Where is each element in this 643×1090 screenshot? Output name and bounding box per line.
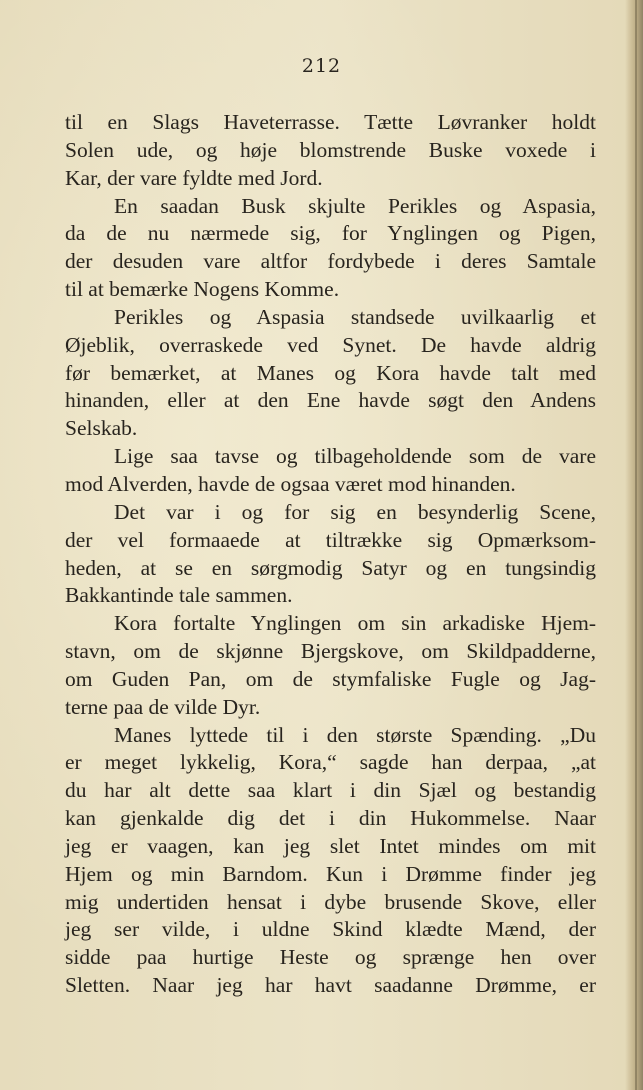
text-line: Perikles og Aspasia standsede uvilkaarlig et (114, 304, 596, 329)
text-line: mod Alverden, havde de ogsaa været mod hinanden. (65, 471, 516, 496)
text-line: Det var i og for sig en besynderlig Scene, (114, 499, 596, 524)
text-line: før bemærket, at Manes og Kora havde talt med (65, 360, 596, 385)
text-line: Kar, der vare fyldte med Jord. (65, 165, 323, 190)
text-line: heden, at se en sørgmodig Satyr og en tungsindig (65, 555, 596, 580)
text-line: Sletten. Naar jeg har havt saadanne Drømme, er (65, 973, 596, 998)
text-line: til en Slags Haveterrasse. Tætte Løvranker holdt (65, 110, 596, 134)
text-line: er meget lykkelig, Kora,“ sagde han derpaa, „at (65, 750, 596, 775)
text-line: stavn, om de skjønne Bjergskove, om Skildpadderne, (65, 639, 596, 664)
text-line: der desuden vare altfor fordybede i deres Samtale (65, 249, 596, 274)
text-line: jeg ser vilde, i uldne Skind klædte Mænd, der (65, 917, 596, 942)
text-line: Manes lyttede til i den største Spænding. „Du (114, 722, 596, 747)
text-line: kan gjenkalde dig det i din Hukommelse. Naar (65, 806, 596, 831)
text-line: Bakkantinde tale sammen. (65, 583, 293, 608)
text-line: hinanden, eller at den Ene havde søgt den Andens (65, 388, 596, 413)
text-line: da de nu nærmede sig, for Ynglingen og Pigen, (65, 221, 596, 246)
text-line: der vel formaaede at tiltrække sig Opmærksom- (65, 527, 596, 552)
text-line: sidde paa hurtige Heste og sprænge hen over (65, 945, 596, 970)
page-edge-line (635, 0, 637, 1090)
text-line: du har alt dette saa klart i din Sjæl og bestandig (65, 778, 596, 803)
text-line: terne paa de vilde Dyr. (65, 694, 261, 719)
body-text (65, 109, 596, 1000)
page-number: 212 (301, 55, 342, 77)
text-line: mig undertiden hensat i dybe brusende Skove, eller (65, 889, 596, 914)
text-line: Lige saa tavse og tilbageholdende som de vare (114, 444, 596, 469)
text-line: om Guden Pan, om de stymfaliske Fugle og Jag- (65, 666, 596, 691)
text-line: til at bemærke Nogens Komme. (65, 277, 340, 302)
text-line: Hjem og min Barndom. Kun i Drømme finder jeg (65, 861, 596, 886)
text-line: Solen ude, og høje blomstrende Buske voxede i (65, 137, 596, 162)
text-line: Selskab. (65, 416, 138, 441)
text-line: En saadan Busk skjulte Perikles og Aspasia, (114, 193, 596, 218)
text-line: Kora fortalte Ynglingen om sin arkadiske Hjem- (114, 611, 596, 636)
page-edge-shadow (625, 0, 643, 1090)
text-line: jeg er vaagen, kan jeg slet Intet mindes om mit (65, 833, 596, 858)
text-line: Øjeblik, overraskede ved Synet. De havde aldrig (65, 332, 596, 357)
